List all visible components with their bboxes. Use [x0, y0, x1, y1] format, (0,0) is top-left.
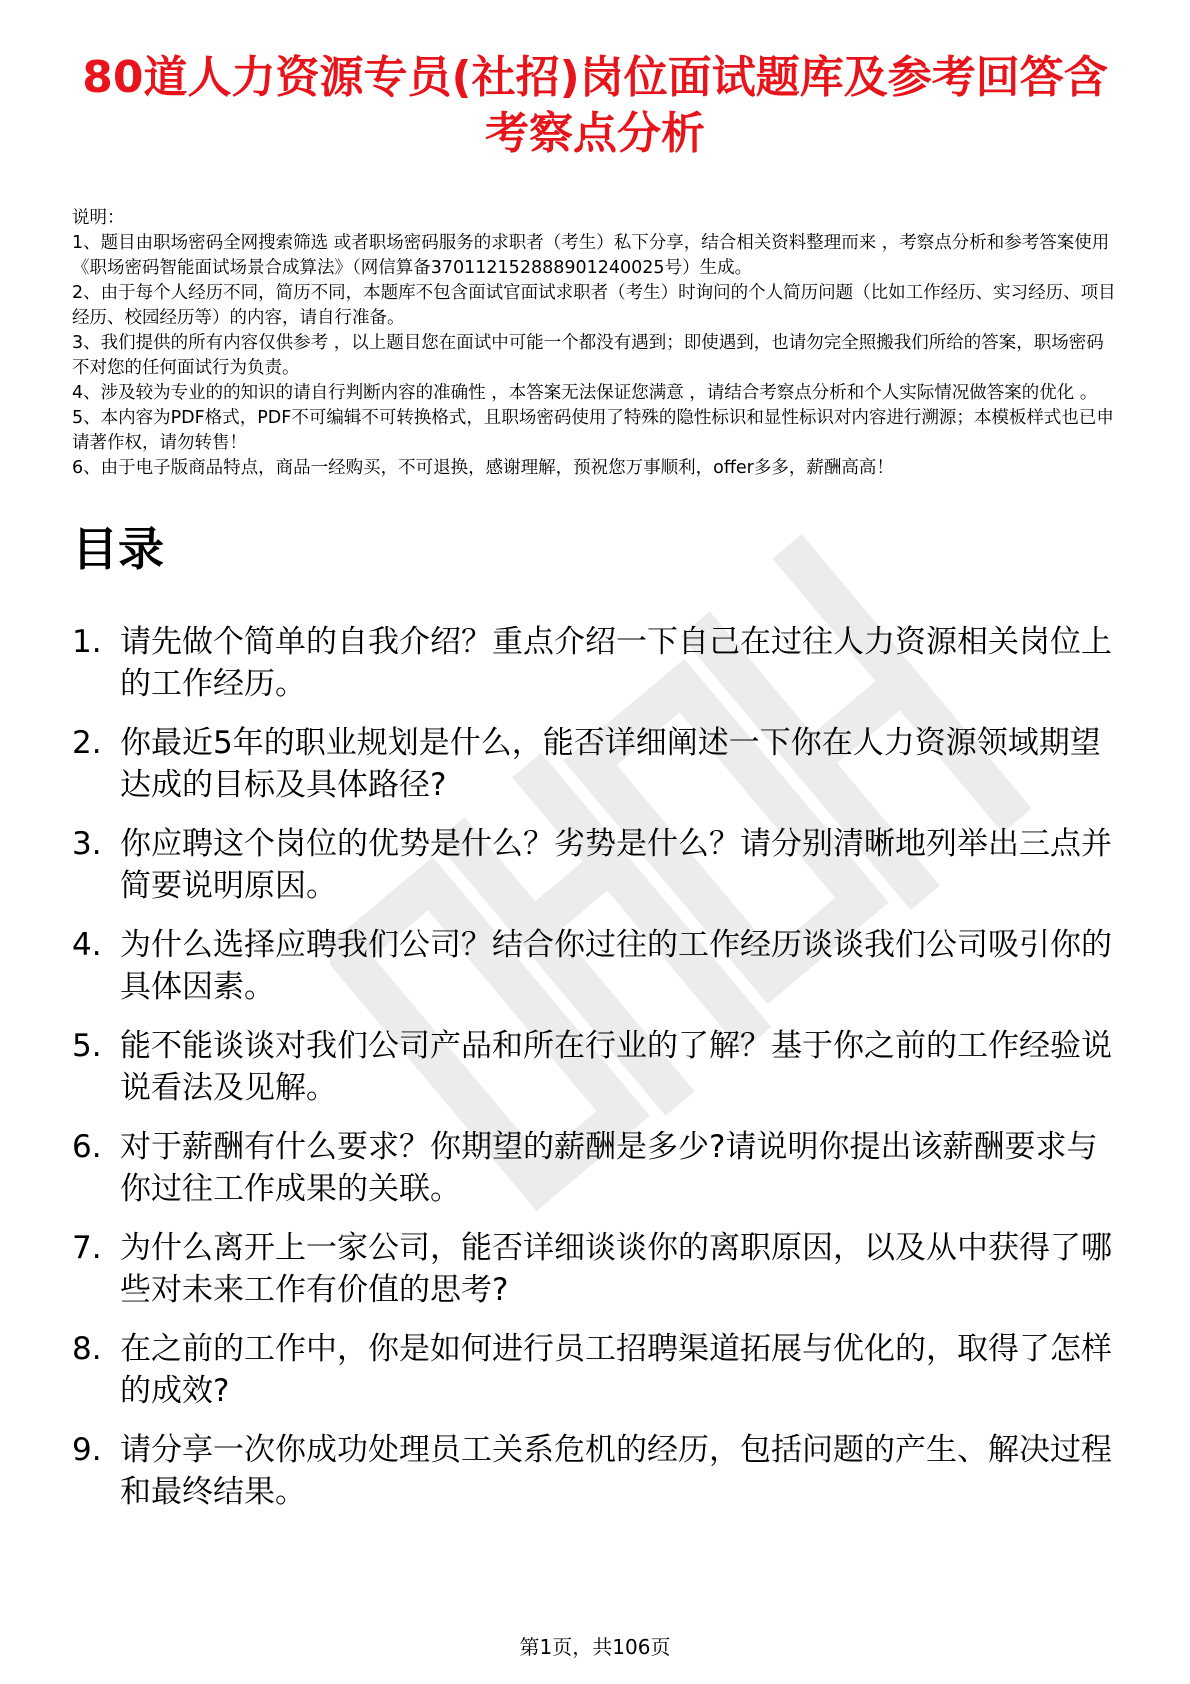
note-item: 3、我们提供的所有内容仅供参考 ，以上题目您在面试中可能一个都没有遇到；即使遇到，也请勿完全照搬我们所给的答案，职场密码不对您的任何面试行为负责。: [72, 333, 1104, 378]
question-number: 5.: [72, 1028, 102, 1064]
question-item: [72, 1429, 1118, 1513]
question-item: [72, 621, 1118, 705]
notes-label: 说明：: [72, 208, 125, 228]
question-item: [72, 1227, 1118, 1311]
question-text: 为什么离开上一家公司，能否详细谈谈你的离职原因，以及从中获得了哪些对未来工作有价值的思考?: [120, 1230, 1112, 1308]
question-number: 2.: [72, 725, 102, 761]
question-item: [72, 1328, 1118, 1412]
page-footer: 第1页，共106页: [519, 1635, 671, 1659]
notes-section: [72, 206, 1118, 481]
question-item: [72, 823, 1118, 907]
question-number: 8.: [72, 1331, 102, 1367]
question-text: 在之前的工作中，你是如何进行员工招聘渠道拓展与优化的，取得了怎样的成效?: [120, 1331, 1112, 1409]
question-number: 4.: [72, 927, 102, 963]
note-item: 1、题目由职场密码全网搜索筛选 或者职场密码服务的求职者（考生）私下分享，结合相关资料整理而来 ，考察点分析和参考答案使用《职场密码智能面试场景合成算法》（网信算备370112152888901240025号）生成。: [72, 233, 1110, 278]
question-text: 你应聘这个岗位的优势是什么？劣势是什么？请分别清晰地列举出三点并简要说明原因。: [120, 826, 1112, 904]
note-item: 2、由于每个人经历不同，简历不同，本题库不包含面试官面试求职者（考生）时询问的个人简历问题（比如工作经历、实习经历、项目经历、校园经历等）的内容，请自行准备。: [72, 283, 1116, 328]
question-number: 6.: [72, 1129, 102, 1165]
question-text: 能不能谈谈对我们公司产品和所在行业的了解？基于你之前的工作经验说说看法及见解。: [120, 1028, 1112, 1106]
note-item: 5、本内容为PDF格式，PDF不可编辑不可转换格式，且职场密码使用了特殊的隐性标识和显性标识对内容进行溯源；本模板样式也已申请著作权，请勿转售！: [72, 408, 1114, 453]
question-item: [72, 924, 1118, 1008]
question-number: 3.: [72, 826, 102, 862]
question-text: 为什么选择应聘我们公司？结合你过往的工作经历谈谈我们公司吸引你的具体因素。: [120, 927, 1112, 1005]
question-text: 你最近5年的职业规划是什么，能否详细阐述一下你在人力资源领域期望达成的目标及具体路径?: [120, 725, 1101, 803]
question-text: 请分享一次你成功处理员工关系危机的经历，包括问题的产生、解决过程和最终结果。: [120, 1432, 1112, 1510]
note-item: 4、涉及较为专业的的知识的请自行判断内容的准确性 ，本答案无法保证您满意 ，请结合考察点分析和个人实际情况做答案的优化 。: [72, 383, 1098, 403]
question-number: 1.: [72, 624, 102, 660]
toc-heading: 目录: [72, 522, 164, 576]
question-list: [72, 621, 1118, 1513]
question-text: 请先做个简单的自我介绍？重点介绍一下自己在过往人力资源相关岗位上的工作经历。: [120, 624, 1112, 702]
question-number: 9.: [72, 1432, 102, 1468]
note-item: 6、由于电子版商品特点，商品一经购买，不可退换，感谢理解，预祝您万事顺利，offer多多，薪酬高高！: [72, 458, 894, 478]
document-title: 80道人力资源专员(社招)岗位面试题库及参考回答含考察点分析: [82, 52, 1108, 159]
question-item: [72, 1126, 1118, 1210]
question-item: [72, 1025, 1118, 1109]
question-number: 7.: [72, 1230, 102, 1266]
question-text: 对于薪酬有什么要求？你期望的薪酬是多少?请说明你提出该薪酬要求与你过往工作成果的关联。: [120, 1129, 1098, 1207]
question-item: [72, 722, 1118, 806]
